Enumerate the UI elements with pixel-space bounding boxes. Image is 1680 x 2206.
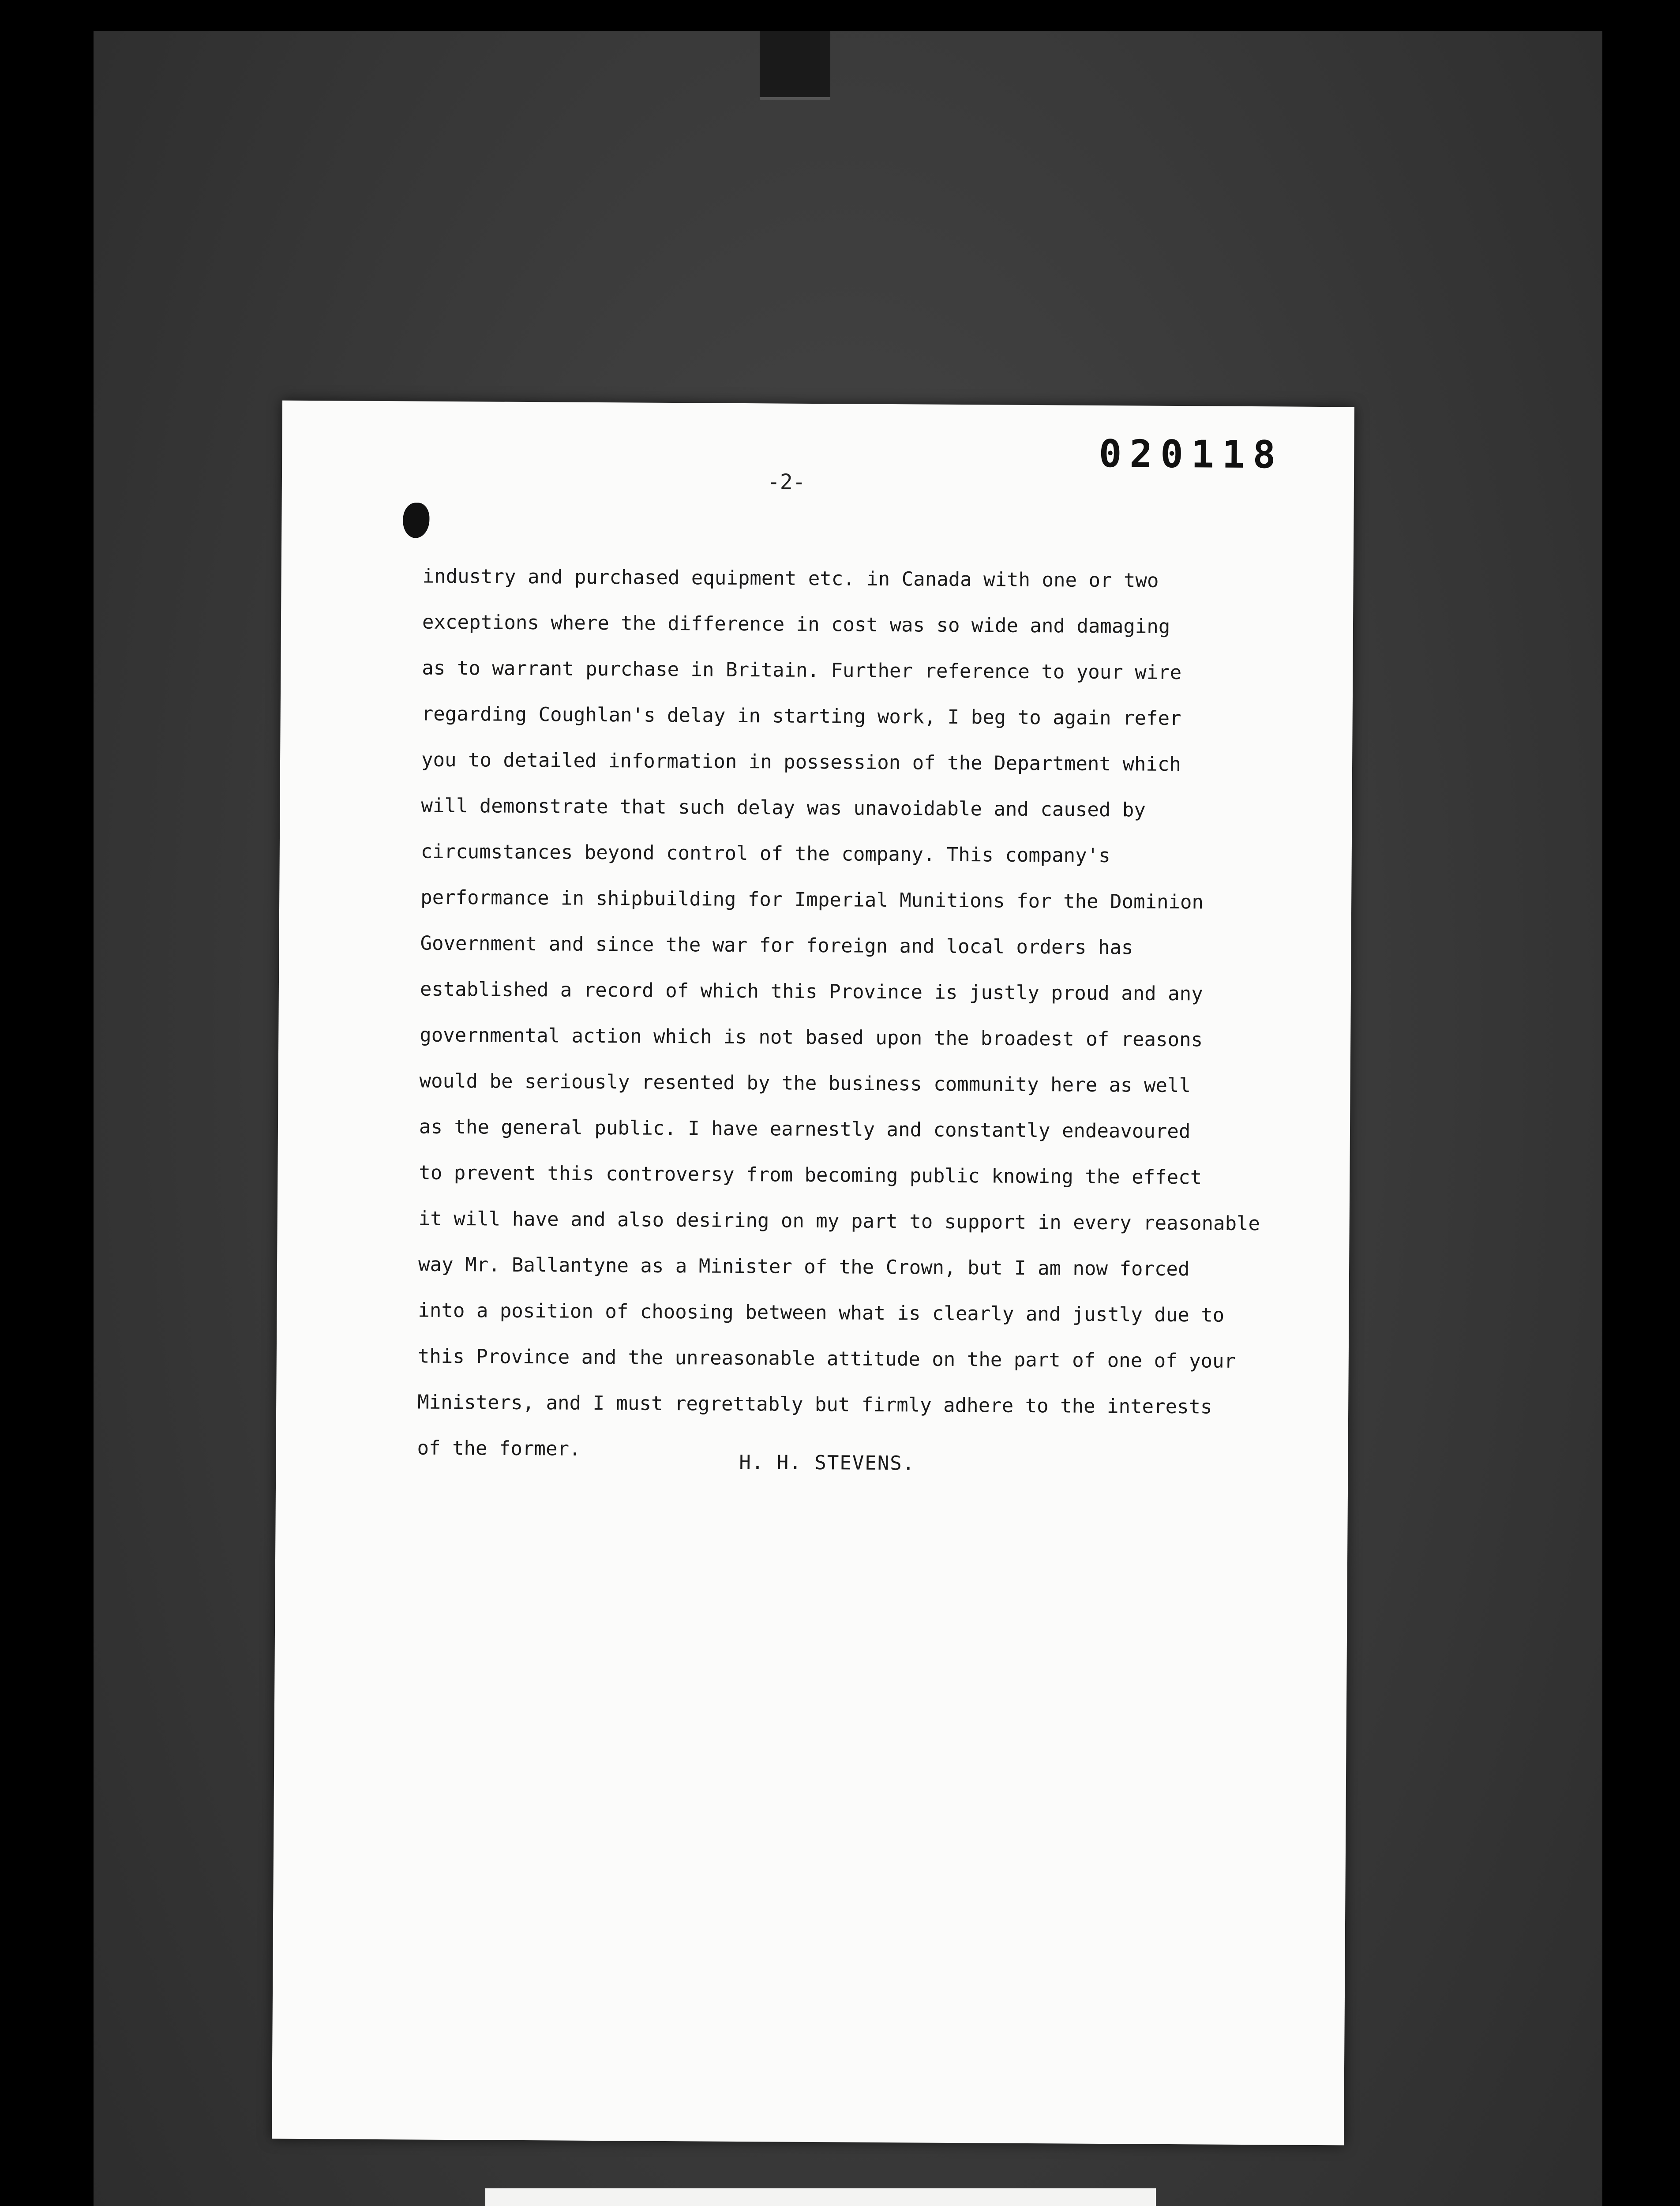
letter-body — [417, 554, 1327, 1477]
ink-blot — [403, 503, 429, 538]
text-line: to prevent this controversy from becoming public knowing the effect — [419, 1161, 1202, 1189]
signature: H. H. STEVENS. — [739, 1451, 915, 1475]
text-line: as to warrant purchase in Britain. Further reference to your wire — [422, 657, 1182, 684]
text-line: Ministers, and I must regrettably but firmly adhere to the interests — [417, 1391, 1212, 1418]
text-line: of the former. — [417, 1437, 581, 1460]
text-line: it will have and also desiring on my part to support in every reasonable — [418, 1207, 1260, 1235]
text-line: industry and purchased equipment etc. in Canada with one or two — [422, 565, 1159, 592]
text-line: would be seriously resented by the business community here as well — [419, 1069, 1191, 1097]
text-line: this Province and the unreasonable attitude on the part of one of your — [417, 1345, 1236, 1373]
text-line: into a position of choosing between what is clearly and justly due to — [418, 1299, 1225, 1327]
text-line: as the general public. I have earnestly and constantly endeavoured — [419, 1115, 1191, 1143]
text-line: established a record of which this Province is justly proud and any — [420, 978, 1203, 1005]
text-line: regarding Coughlan's delay in starting work, I beg to again refer — [421, 702, 1181, 730]
text-line: circumstances beyond control of the company. This company's — [420, 840, 1110, 867]
document-number: 020118 — [1099, 431, 1284, 477]
text-line: way Mr. Ballantyne as a Minister of the Crown, but I am now forced — [418, 1253, 1190, 1281]
top-clip — [760, 31, 830, 100]
reference-strip — [485, 2188, 1156, 2206]
text-line: governmental action which is not based upon the broadest of reasons — [420, 1024, 1203, 1051]
text-line: performance in shipbuilding for Imperial Munitions for the Dominion — [420, 886, 1204, 914]
text-line: you to detailed information in possession of the Department which — [421, 748, 1181, 776]
text-line: exceptions where the difference in cost was so wide and damaging — [422, 611, 1170, 638]
page-number: -2- — [767, 469, 806, 495]
text-line: Government and since the war for foreign and local orders has — [420, 932, 1133, 959]
document-page — [272, 401, 1354, 2146]
text-line: will demonstrate that such delay was unavoidable and caused by — [421, 794, 1146, 822]
